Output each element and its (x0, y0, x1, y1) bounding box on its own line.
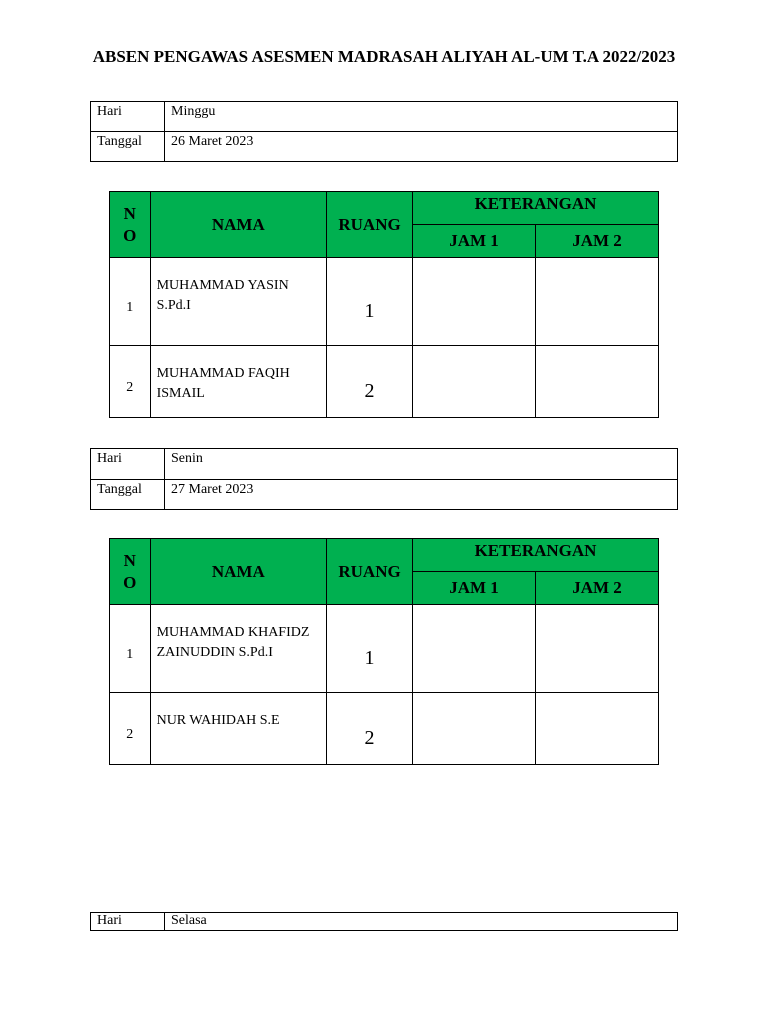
row-no: 1 (110, 258, 151, 346)
ruang-header: RUANG (327, 539, 413, 605)
row-ruang: 1 (327, 258, 413, 346)
jam2-cell (536, 346, 659, 418)
jam2-header: JAM 2 (536, 225, 659, 258)
keterangan-header: KETERANGAN (413, 192, 659, 225)
row-no: 2 (110, 346, 151, 418)
keterangan-header: KETERANGAN (413, 539, 659, 572)
hari-value: Selasa (165, 913, 678, 931)
jam2-header: JAM 2 (536, 572, 659, 605)
jam1-cell (413, 346, 536, 418)
jam2-cell (536, 693, 659, 765)
jam1-header: JAM 1 (413, 225, 536, 258)
jam1-cell (413, 258, 536, 346)
page-title: ABSEN PENGAWAS ASESMEN MADRASAH ALIYAH AL-UM T.A 2022/2023 (92, 47, 676, 66)
table-row (110, 346, 659, 418)
jam2-cell (536, 605, 659, 693)
jam1-header: JAM 1 (413, 572, 536, 605)
row-nama: MUHAMMAD YASIN S.Pd.I (150, 258, 326, 346)
table-row (110, 693, 659, 765)
hari-value: Minggu (165, 102, 678, 132)
day-info-table (90, 448, 678, 510)
jam2-cell (536, 258, 659, 346)
row-no: 1 (110, 605, 151, 693)
row-ruang: 2 (327, 346, 413, 418)
hari-label: Hari (91, 449, 165, 480)
ruang-header: RUANG (327, 192, 413, 258)
tanggal-label: Tanggal (91, 480, 165, 510)
row-nama: MUHAMMAD KHAFIDZ ZAINUDDIN S.Pd.I (150, 605, 326, 693)
table-row (110, 605, 659, 693)
tanggal-value: 27 Maret 2023 (165, 480, 678, 510)
no-header: N O (110, 539, 151, 605)
row-no: 2 (110, 693, 151, 765)
attendance-table (109, 191, 659, 418)
row-nama: NUR WAHIDAH S.E (150, 693, 326, 765)
row-nama: MUHAMMAD FAQIH ISMAIL (150, 346, 326, 418)
table-row (110, 258, 659, 346)
no-header: N O (110, 192, 151, 258)
attendance-table (109, 538, 659, 765)
hari-value: Senin (165, 449, 678, 480)
tanggal-label: Tanggal (91, 132, 165, 162)
day-info-table (90, 912, 678, 931)
nama-header: NAMA (150, 539, 326, 605)
day-info-table (90, 101, 678, 162)
jam1-cell (413, 693, 536, 765)
hari-label: Hari (91, 102, 165, 132)
hari-label: Hari (91, 913, 165, 931)
row-ruang: 1 (327, 605, 413, 693)
row-ruang: 2 (327, 693, 413, 765)
tanggal-value: 26 Maret 2023 (165, 132, 678, 162)
nama-header: NAMA (150, 192, 326, 258)
jam1-cell (413, 605, 536, 693)
